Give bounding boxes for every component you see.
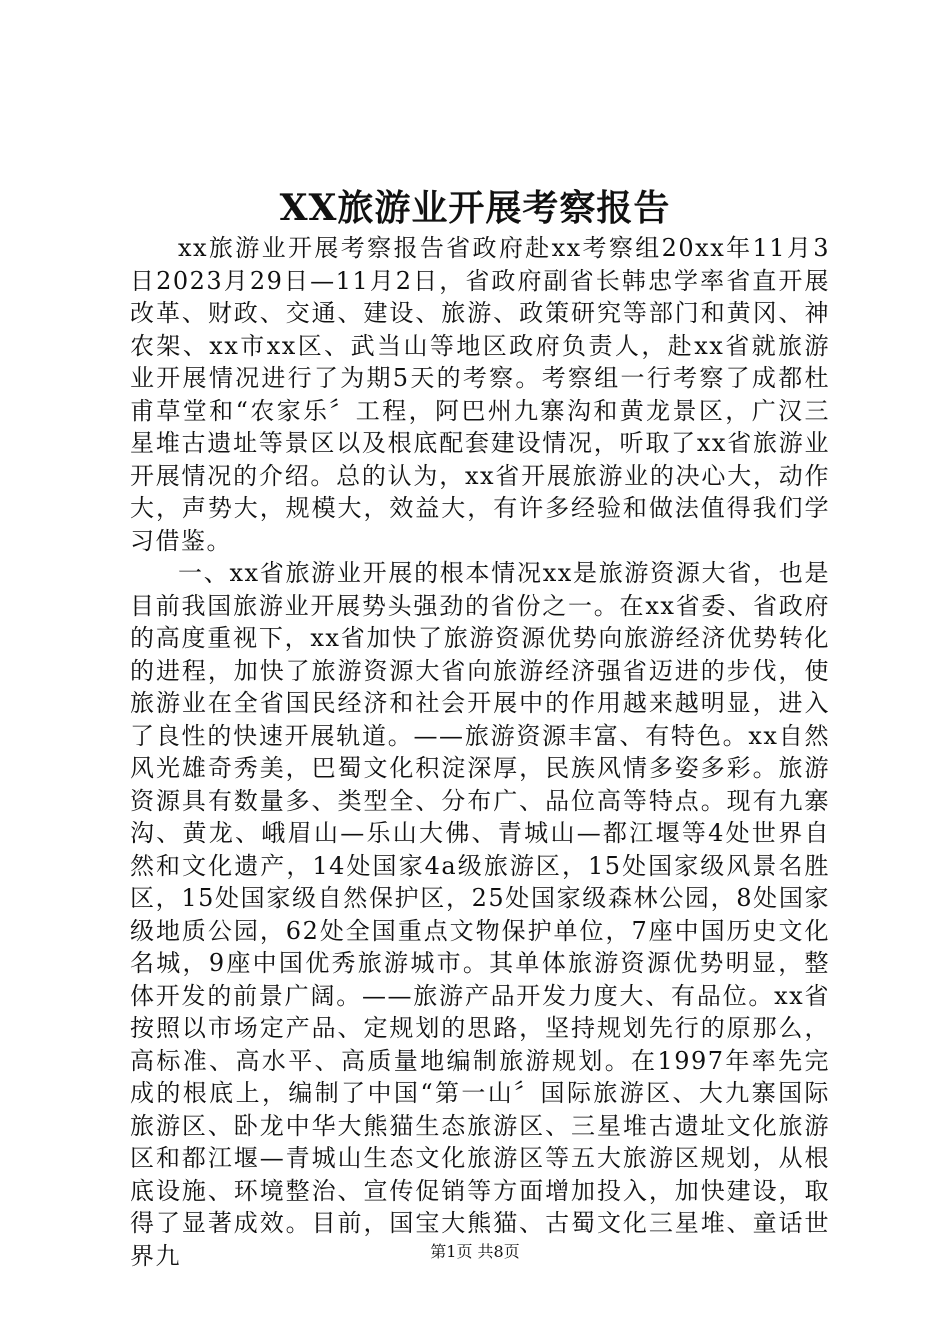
paragraph-intro: xx旅游业开展考察报告省政府赴xx考察组20xx年11月3日2023月29日—11月2日，省政府副省长韩忠学率省直开展改革、财政、交通、建设、旅游、政策研究等部门和黄冈、神农架、xx市xx区、武当山等地区政府负责人，赴xx省就旅游业开展情况进行了为期5天的考察。考察组一行考察了成都杜甫草堂和“农家乐〞工程，阿巴州九寨沟和黄龙景区，广汉三星堆古遗址等景区以及根底配套建设情况，听取了xx省旅游业开展情况的介绍。总的认为，xx省开展旅游业的决心大，动作大，声势大，规模大，效益大，有许多经验和做法值得我们学习借鉴。 [130, 234, 830, 555]
page-footer: 第1页 共8页 [430, 1242, 520, 1261]
paragraph-section-one: 一、xx省旅游业开展的根本情况xx是旅游资源大省，也是目前我国旅游业开展势头强劲的省份之一。在xx省委、省政府的高度重视下，xx省加快了旅游资源优势向旅游经济优势转化的进程，加快了旅游资源大省向旅游经济强省迈进的步伐，使旅游业在全省国民经济和社会开展中的作用越来越明显，进入了良性的快速开展轨道。——旅游资源丰富、有特色。xx自然风光雄奇秀美，巴蜀文化积淀深厚，民族风情多姿多彩。旅游资源具有数量多、类型全、分布广、品位高等特点。现有九寨沟、黄龙、峨眉山—乐山大佛、青城山—都江堰等4处世界自然和文化遗产，14处国家4a级旅游区，15处国家级风景名胜区，15处国家级自然保护区，25处国家级森林公园，8处国家级地质公园，62处全国重点文物保护单位，7座中国历史文化名城，9座中国优秀旅游城市。其单体旅游资源优势明显，整体开发的前景广阔。——旅游产品开发力度大、有品位。xx省按照以市场定产品、定规划的思路，坚持规划先行的原那么，高标准、高水平、高质量地编制旅游规划。在1997年率先完成的根底上，编制了中国“第一山〞国际旅游区、大九寨国际旅游区、卧龙中华大熊猫生态旅游区、三星堆古遗址文化旅游区和都江堰—青城山生态文化旅游区等五大旅游区规划，从根底设施、环境整治、宣传促销等方面增加投入，加快建设，取得了显著成效。目前，国宝大熊猫、古蜀文化三星堆、童话世界九 [130, 559, 830, 1270]
document-title: XX旅游业开展考察报告 [279, 187, 671, 229]
document-body [130, 232, 830, 1272]
